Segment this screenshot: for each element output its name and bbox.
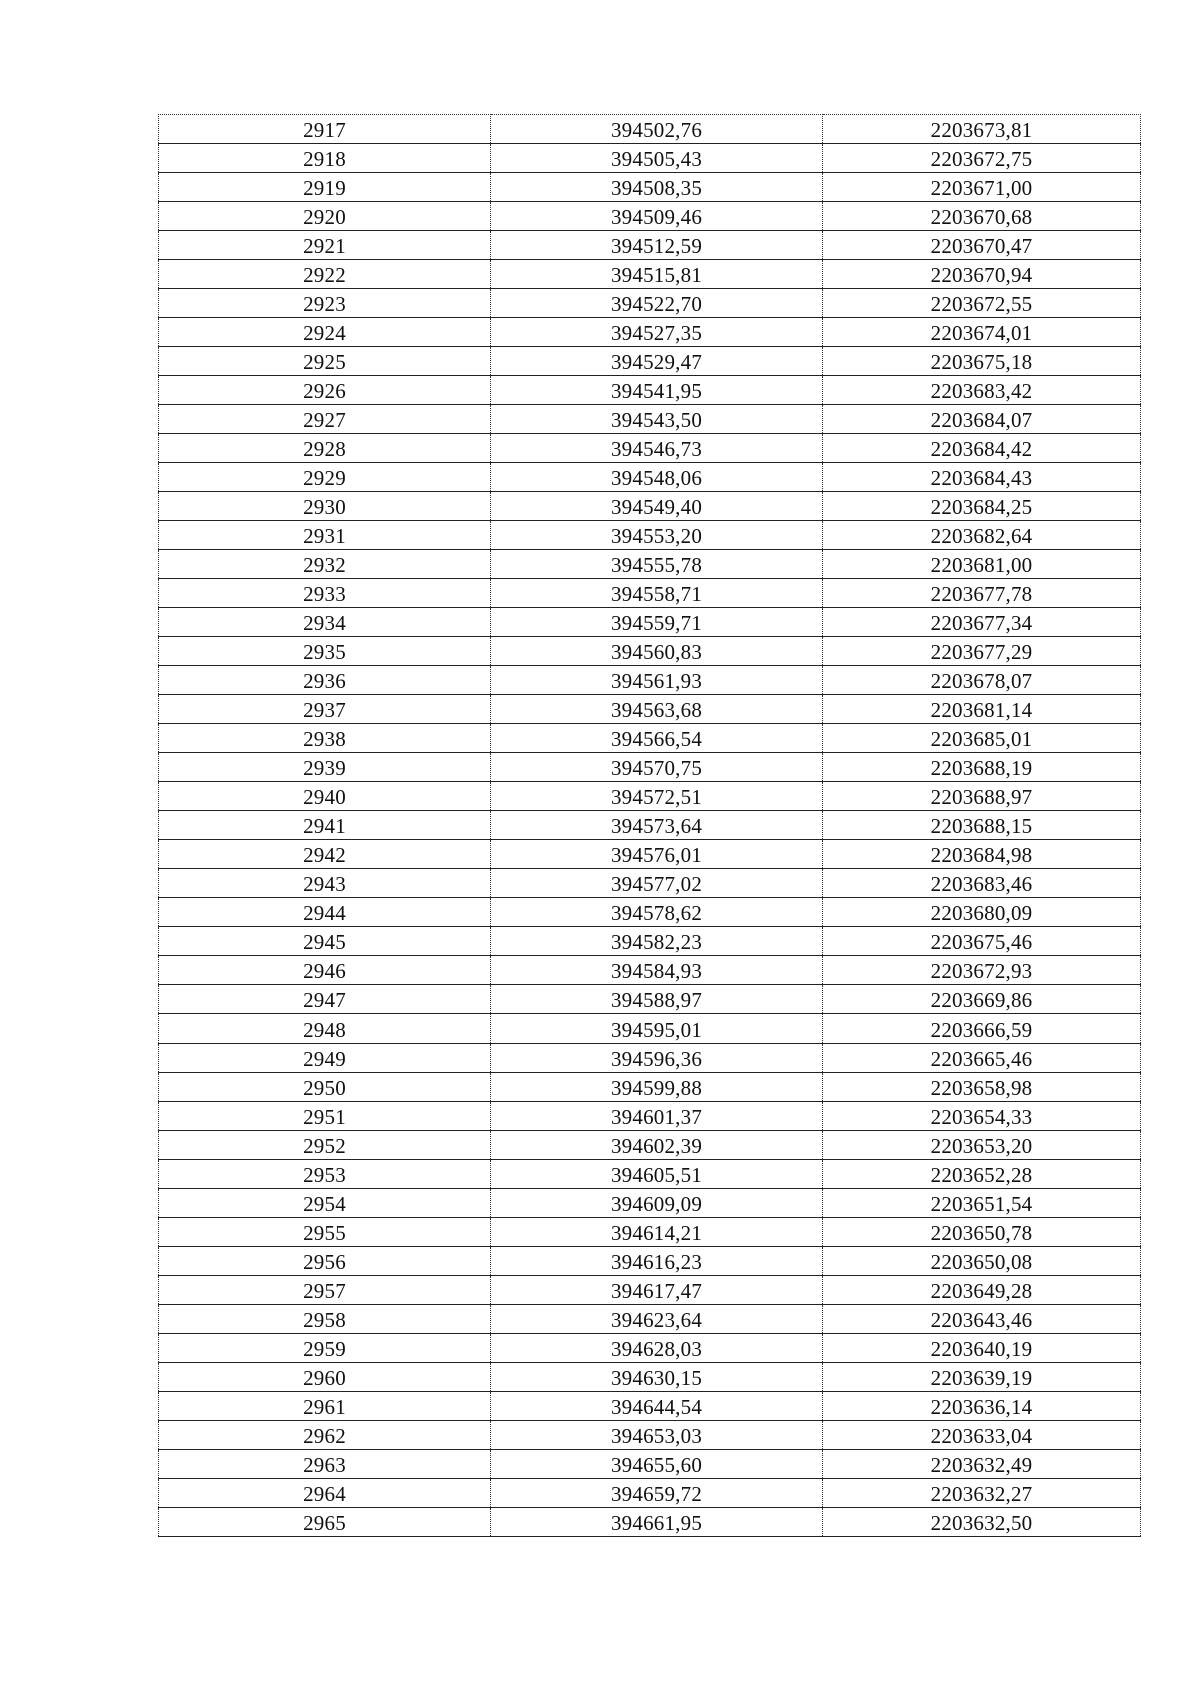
table-row xyxy=(159,521,1141,550)
y-coordinate-cell: 2203670,94 xyxy=(823,260,1141,289)
x-coordinate-cell: 394549,40 xyxy=(491,492,823,521)
x-coordinate-cell: 394630,15 xyxy=(491,1362,823,1391)
point-number-cell: 2952 xyxy=(159,1130,491,1159)
y-coordinate-cell: 2203636,14 xyxy=(823,1391,1141,1420)
y-coordinate-cell: 2203684,07 xyxy=(823,405,1141,434)
table-row xyxy=(159,1014,1141,1043)
x-coordinate-cell: 394602,39 xyxy=(491,1130,823,1159)
point-number-cell: 2936 xyxy=(159,666,491,695)
point-number-cell: 2958 xyxy=(159,1304,491,1333)
x-coordinate-cell: 394502,76 xyxy=(491,115,823,144)
table-row xyxy=(159,840,1141,869)
table-row xyxy=(159,1420,1141,1449)
y-coordinate-cell: 2203654,33 xyxy=(823,1101,1141,1130)
point-number-cell: 2921 xyxy=(159,231,491,260)
table-row xyxy=(159,753,1141,782)
point-number-cell: 2941 xyxy=(159,811,491,840)
y-coordinate-cell: 2203674,01 xyxy=(823,318,1141,347)
x-coordinate-cell: 394527,35 xyxy=(491,318,823,347)
table-row xyxy=(159,1188,1141,1217)
x-coordinate-cell: 394599,88 xyxy=(491,1072,823,1101)
x-coordinate-cell: 394584,93 xyxy=(491,956,823,985)
table-row xyxy=(159,405,1141,434)
table-row xyxy=(159,1333,1141,1362)
table-row xyxy=(159,898,1141,927)
x-coordinate-cell: 394570,75 xyxy=(491,753,823,782)
table-row xyxy=(159,1478,1141,1507)
x-coordinate-cell: 394505,43 xyxy=(491,144,823,173)
table-row xyxy=(159,1449,1141,1478)
x-coordinate-cell: 394578,62 xyxy=(491,898,823,927)
point-number-cell: 2948 xyxy=(159,1014,491,1043)
y-coordinate-cell: 2203670,68 xyxy=(823,202,1141,231)
table-row xyxy=(159,1159,1141,1188)
y-coordinate-cell: 2203650,08 xyxy=(823,1246,1141,1275)
table-row xyxy=(159,376,1141,405)
y-coordinate-cell: 2203639,19 xyxy=(823,1362,1141,1391)
table-row xyxy=(159,231,1141,260)
point-number-cell: 2934 xyxy=(159,608,491,637)
point-number-cell: 2944 xyxy=(159,898,491,927)
table-row xyxy=(159,550,1141,579)
table-row xyxy=(159,608,1141,637)
x-coordinate-cell: 394601,37 xyxy=(491,1101,823,1130)
y-coordinate-cell: 2203653,20 xyxy=(823,1130,1141,1159)
y-coordinate-cell: 2203675,18 xyxy=(823,347,1141,376)
y-coordinate-cell: 2203677,29 xyxy=(823,637,1141,666)
y-coordinate-cell: 2203680,09 xyxy=(823,898,1141,927)
y-coordinate-cell: 2203683,42 xyxy=(823,376,1141,405)
point-number-cell: 2947 xyxy=(159,985,491,1014)
y-coordinate-cell: 2203632,27 xyxy=(823,1478,1141,1507)
y-coordinate-cell: 2203685,01 xyxy=(823,724,1141,753)
x-coordinate-cell: 394566,54 xyxy=(491,724,823,753)
point-number-cell: 2937 xyxy=(159,695,491,724)
y-coordinate-cell: 2203665,46 xyxy=(823,1043,1141,1072)
table-row xyxy=(159,347,1141,376)
y-coordinate-cell: 2203681,00 xyxy=(823,550,1141,579)
table-row xyxy=(159,1304,1141,1333)
point-number-cell: 2938 xyxy=(159,724,491,753)
y-coordinate-cell: 2203658,98 xyxy=(823,1072,1141,1101)
table-row xyxy=(159,202,1141,231)
point-number-cell: 2942 xyxy=(159,840,491,869)
table-row xyxy=(159,782,1141,811)
x-coordinate-cell: 394515,81 xyxy=(491,260,823,289)
y-coordinate-cell: 2203650,78 xyxy=(823,1217,1141,1246)
y-coordinate-cell: 2203688,19 xyxy=(823,753,1141,782)
table-row xyxy=(159,1101,1141,1130)
table-row xyxy=(159,289,1141,318)
point-number-cell: 2920 xyxy=(159,202,491,231)
x-coordinate-cell: 394659,72 xyxy=(491,1478,823,1507)
y-coordinate-cell: 2203651,54 xyxy=(823,1188,1141,1217)
x-coordinate-cell: 394628,03 xyxy=(491,1333,823,1362)
table-row xyxy=(159,463,1141,492)
x-coordinate-cell: 394512,59 xyxy=(491,231,823,260)
x-coordinate-cell: 394617,47 xyxy=(491,1275,823,1304)
x-coordinate-cell: 394543,50 xyxy=(491,405,823,434)
point-number-cell: 2933 xyxy=(159,579,491,608)
y-coordinate-cell: 2203688,15 xyxy=(823,811,1141,840)
point-number-cell: 2919 xyxy=(159,173,491,202)
y-coordinate-cell: 2203677,78 xyxy=(823,579,1141,608)
point-number-cell: 2927 xyxy=(159,405,491,434)
x-coordinate-cell: 394623,64 xyxy=(491,1304,823,1333)
y-coordinate-cell: 2203633,04 xyxy=(823,1420,1141,1449)
x-coordinate-cell: 394614,21 xyxy=(491,1217,823,1246)
point-number-cell: 2946 xyxy=(159,956,491,985)
y-coordinate-cell: 2203677,34 xyxy=(823,608,1141,637)
table-row xyxy=(159,492,1141,521)
point-number-cell: 2949 xyxy=(159,1043,491,1072)
y-coordinate-cell: 2203632,49 xyxy=(823,1449,1141,1478)
point-number-cell: 2928 xyxy=(159,434,491,463)
table-row xyxy=(159,318,1141,347)
table-row xyxy=(159,1043,1141,1072)
y-coordinate-cell: 2203683,46 xyxy=(823,869,1141,898)
x-coordinate-cell: 394529,47 xyxy=(491,347,823,376)
point-number-cell: 2954 xyxy=(159,1188,491,1217)
x-coordinate-cell: 394555,78 xyxy=(491,550,823,579)
y-coordinate-cell: 2203666,59 xyxy=(823,1014,1141,1043)
point-number-cell: 2957 xyxy=(159,1275,491,1304)
x-coordinate-cell: 394582,23 xyxy=(491,927,823,956)
point-number-cell: 2917 xyxy=(159,115,491,144)
y-coordinate-cell: 2203684,42 xyxy=(823,434,1141,463)
table-row xyxy=(159,695,1141,724)
y-coordinate-cell: 2203684,98 xyxy=(823,840,1141,869)
x-coordinate-cell: 394509,46 xyxy=(491,202,823,231)
table-row xyxy=(159,985,1141,1014)
y-coordinate-cell: 2203682,64 xyxy=(823,521,1141,550)
y-coordinate-cell: 2203632,50 xyxy=(823,1507,1141,1536)
table-row xyxy=(159,1130,1141,1159)
x-coordinate-cell: 394595,01 xyxy=(491,1014,823,1043)
point-number-cell: 2960 xyxy=(159,1362,491,1391)
table-row xyxy=(159,637,1141,666)
point-number-cell: 2951 xyxy=(159,1101,491,1130)
x-coordinate-cell: 394508,35 xyxy=(491,173,823,202)
point-number-cell: 2932 xyxy=(159,550,491,579)
y-coordinate-cell: 2203673,81 xyxy=(823,115,1141,144)
x-coordinate-cell: 394644,54 xyxy=(491,1391,823,1420)
x-coordinate-cell: 394573,64 xyxy=(491,811,823,840)
y-coordinate-cell: 2203675,46 xyxy=(823,927,1141,956)
y-coordinate-cell: 2203672,55 xyxy=(823,289,1141,318)
x-coordinate-cell: 394561,93 xyxy=(491,666,823,695)
y-coordinate-cell: 2203672,93 xyxy=(823,956,1141,985)
y-coordinate-cell: 2203684,25 xyxy=(823,492,1141,521)
coordinates-table xyxy=(158,114,1141,1537)
y-coordinate-cell: 2203681,14 xyxy=(823,695,1141,724)
x-coordinate-cell: 394560,83 xyxy=(491,637,823,666)
y-coordinate-cell: 2203688,97 xyxy=(823,782,1141,811)
point-number-cell: 2965 xyxy=(159,1507,491,1536)
coordinates-table-body xyxy=(159,115,1141,1537)
x-coordinate-cell: 394522,70 xyxy=(491,289,823,318)
table-row xyxy=(159,144,1141,173)
y-coordinate-cell: 2203652,28 xyxy=(823,1159,1141,1188)
table-row xyxy=(159,724,1141,753)
table-row xyxy=(159,1217,1141,1246)
point-number-cell: 2925 xyxy=(159,347,491,376)
point-number-cell: 2945 xyxy=(159,927,491,956)
table-row xyxy=(159,666,1141,695)
x-coordinate-cell: 394541,95 xyxy=(491,376,823,405)
x-coordinate-cell: 394577,02 xyxy=(491,869,823,898)
x-coordinate-cell: 394605,51 xyxy=(491,1159,823,1188)
table-row xyxy=(159,1246,1141,1275)
x-coordinate-cell: 394653,03 xyxy=(491,1420,823,1449)
point-number-cell: 2929 xyxy=(159,463,491,492)
point-number-cell: 2931 xyxy=(159,521,491,550)
table-row xyxy=(159,869,1141,898)
table-row xyxy=(159,956,1141,985)
y-coordinate-cell: 2203684,43 xyxy=(823,463,1141,492)
point-number-cell: 2918 xyxy=(159,144,491,173)
table-row xyxy=(159,1507,1141,1536)
point-number-cell: 2939 xyxy=(159,753,491,782)
x-coordinate-cell: 394588,97 xyxy=(491,985,823,1014)
table-row xyxy=(159,1072,1141,1101)
point-number-cell: 2924 xyxy=(159,318,491,347)
point-number-cell: 2922 xyxy=(159,260,491,289)
table-row xyxy=(159,115,1141,144)
table-row xyxy=(159,579,1141,608)
point-number-cell: 2956 xyxy=(159,1246,491,1275)
point-number-cell: 2930 xyxy=(159,492,491,521)
point-number-cell: 2955 xyxy=(159,1217,491,1246)
point-number-cell: 2943 xyxy=(159,869,491,898)
point-number-cell: 2962 xyxy=(159,1420,491,1449)
table-row xyxy=(159,260,1141,289)
x-coordinate-cell: 394572,51 xyxy=(491,782,823,811)
table-row xyxy=(159,1275,1141,1304)
table-row xyxy=(159,434,1141,463)
x-coordinate-cell: 394661,95 xyxy=(491,1507,823,1536)
x-coordinate-cell: 394655,60 xyxy=(491,1449,823,1478)
x-coordinate-cell: 394553,20 xyxy=(491,521,823,550)
table-row xyxy=(159,1391,1141,1420)
point-number-cell: 2935 xyxy=(159,637,491,666)
x-coordinate-cell: 394609,09 xyxy=(491,1188,823,1217)
x-coordinate-cell: 394563,68 xyxy=(491,695,823,724)
x-coordinate-cell: 394616,23 xyxy=(491,1246,823,1275)
x-coordinate-cell: 394558,71 xyxy=(491,579,823,608)
x-coordinate-cell: 394559,71 xyxy=(491,608,823,637)
point-number-cell: 2959 xyxy=(159,1333,491,1362)
x-coordinate-cell: 394546,73 xyxy=(491,434,823,463)
table-row xyxy=(159,927,1141,956)
point-number-cell: 2940 xyxy=(159,782,491,811)
y-coordinate-cell: 2203649,28 xyxy=(823,1275,1141,1304)
x-coordinate-cell: 394596,36 xyxy=(491,1043,823,1072)
table-row xyxy=(159,811,1141,840)
point-number-cell: 2926 xyxy=(159,376,491,405)
y-coordinate-cell: 2203640,19 xyxy=(823,1333,1141,1362)
point-number-cell: 2953 xyxy=(159,1159,491,1188)
table-row xyxy=(159,1362,1141,1391)
point-number-cell: 2964 xyxy=(159,1478,491,1507)
y-coordinate-cell: 2203678,07 xyxy=(823,666,1141,695)
y-coordinate-cell: 2203643,46 xyxy=(823,1304,1141,1333)
y-coordinate-cell: 2203670,47 xyxy=(823,231,1141,260)
point-number-cell: 2923 xyxy=(159,289,491,318)
table-row xyxy=(159,173,1141,202)
y-coordinate-cell: 2203671,00 xyxy=(823,173,1141,202)
point-number-cell: 2950 xyxy=(159,1072,491,1101)
y-coordinate-cell: 2203669,86 xyxy=(823,985,1141,1014)
point-number-cell: 2961 xyxy=(159,1391,491,1420)
y-coordinate-cell: 2203672,75 xyxy=(823,144,1141,173)
x-coordinate-cell: 394576,01 xyxy=(491,840,823,869)
point-number-cell: 2963 xyxy=(159,1449,491,1478)
x-coordinate-cell: 394548,06 xyxy=(491,463,823,492)
